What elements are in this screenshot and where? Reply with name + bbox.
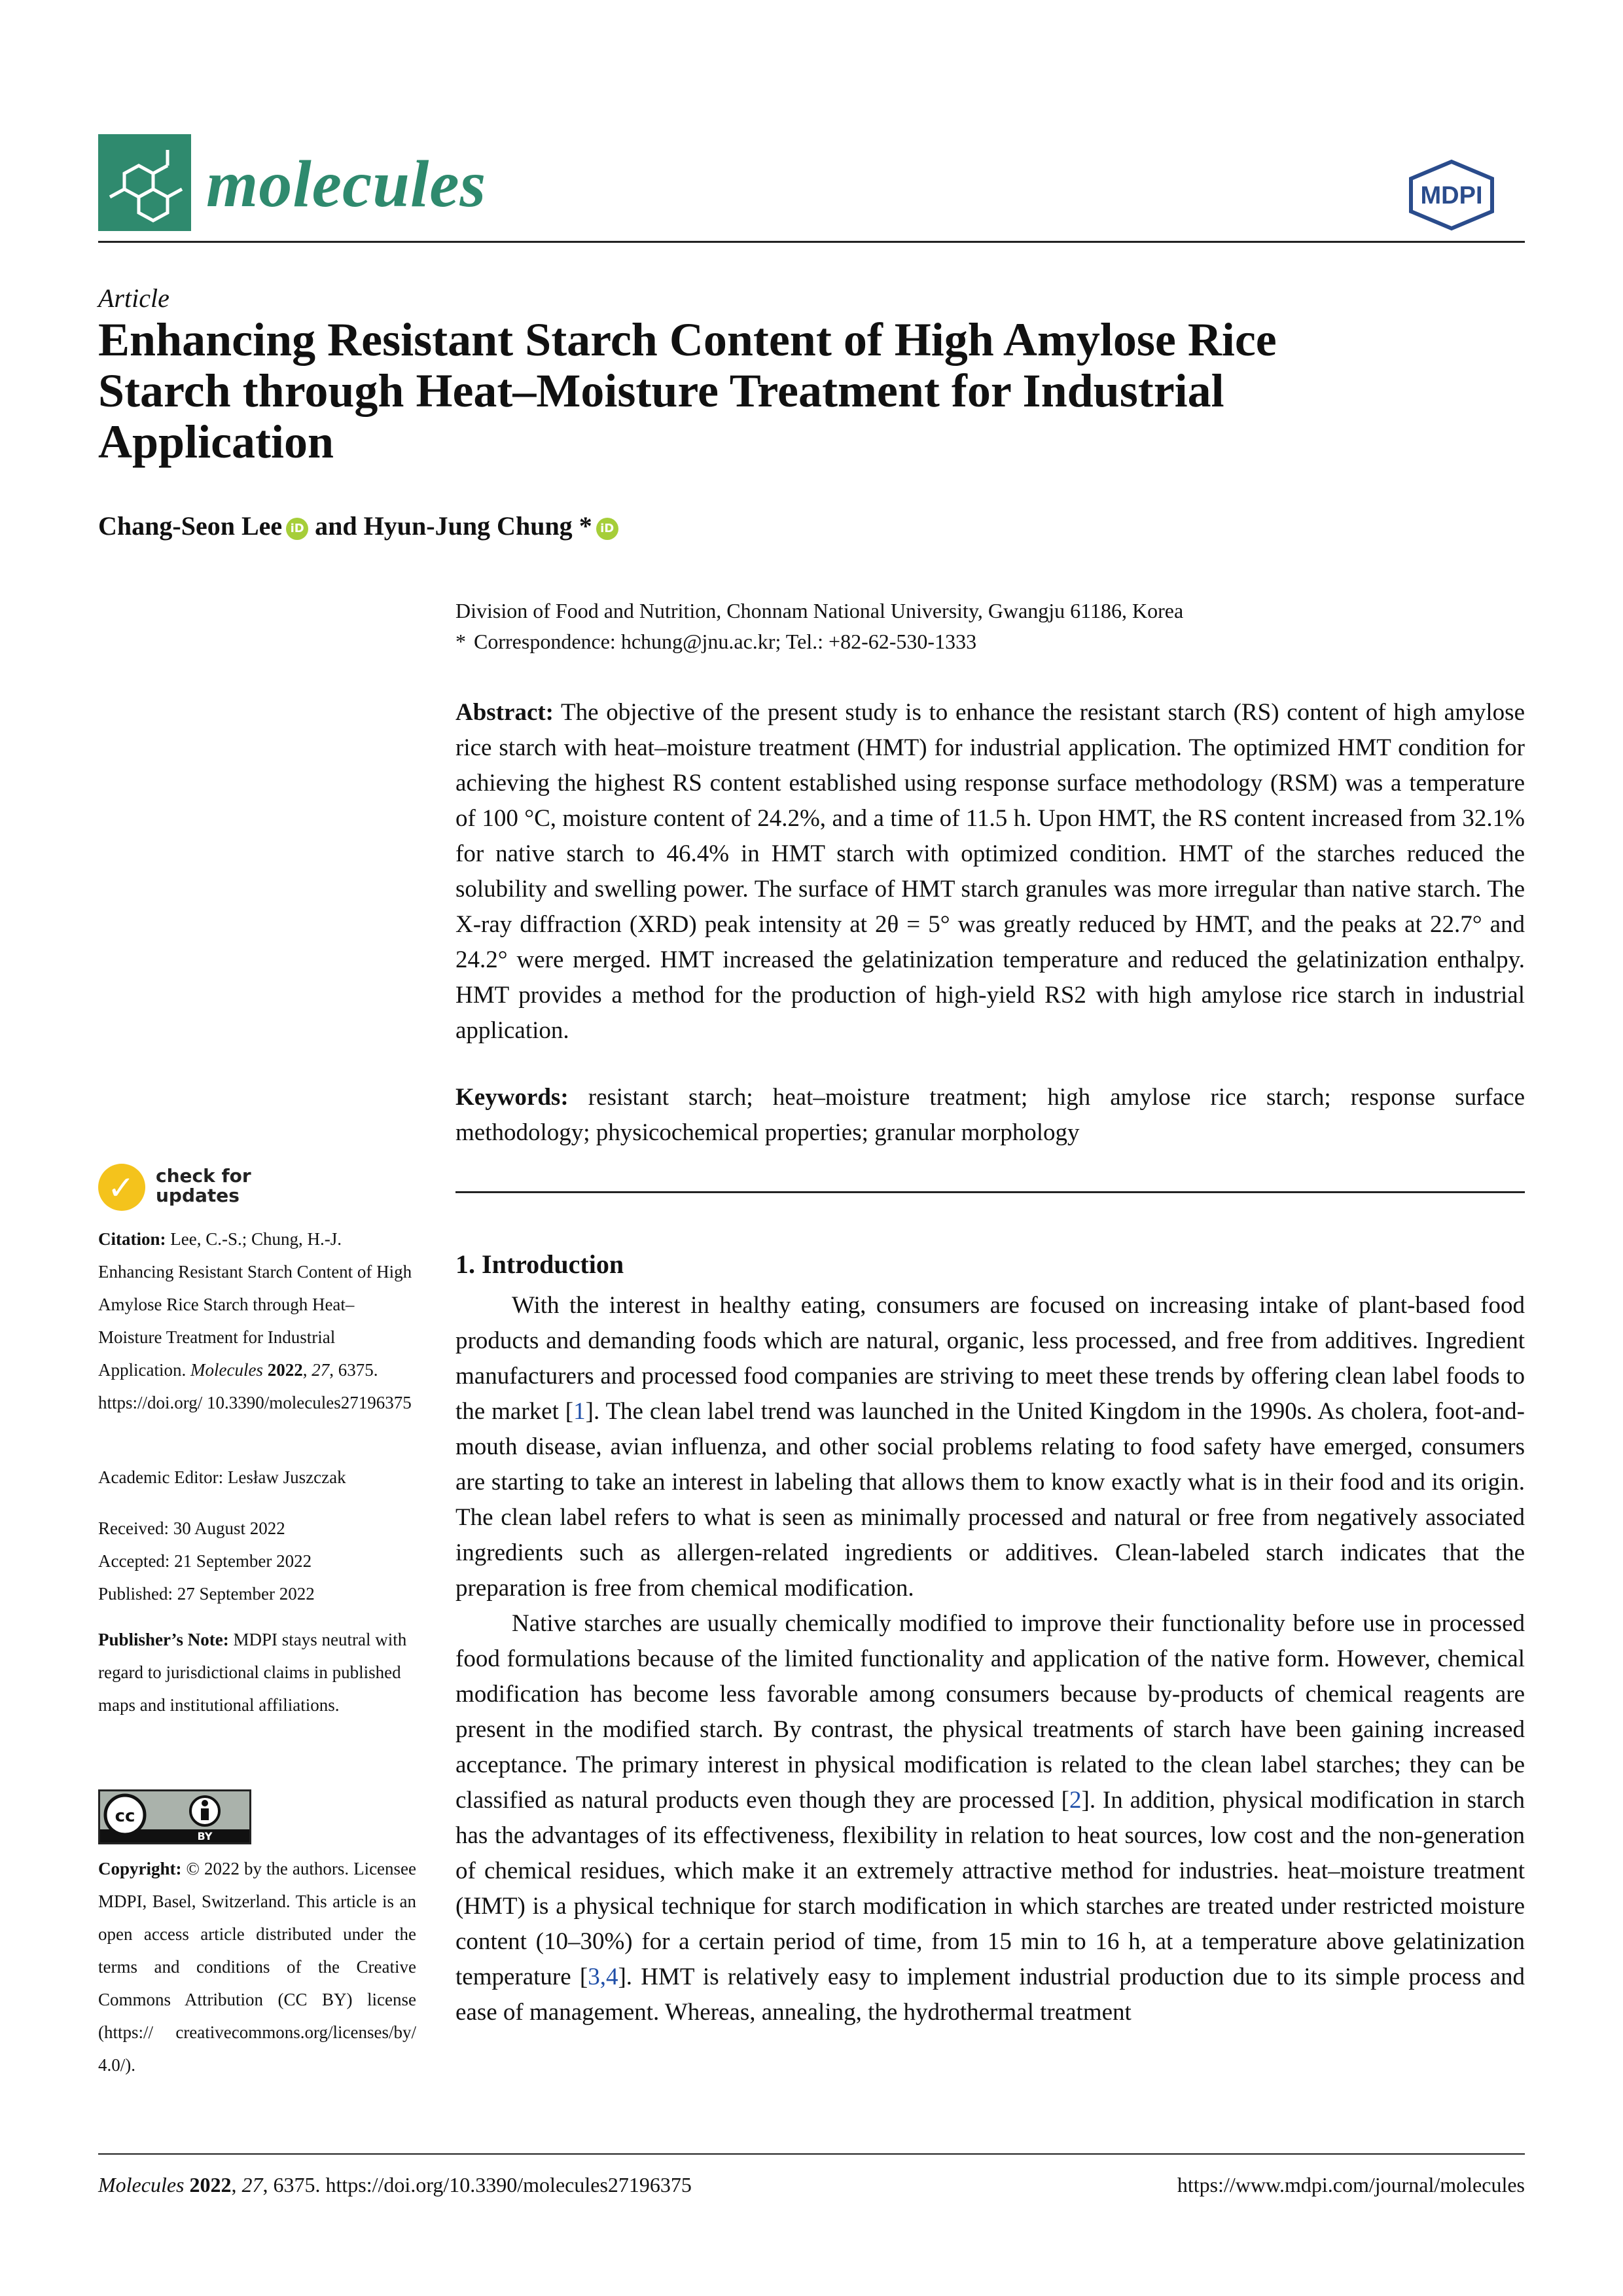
article-type: Article (98, 283, 169, 313)
check-for-updates-badge[interactable] (98, 1164, 294, 1216)
corresponding-mark: * (579, 511, 592, 541)
cc-by-license-icon[interactable] (98, 1789, 251, 1844)
publishers-note-text: MDPI stays neutral with regard to jurisdictional claims in published maps and institutional affiliations. (98, 1630, 407, 1715)
publishers-note (98, 1623, 416, 1721)
author-list (98, 511, 625, 541)
academic-editor: Academic Editor: Lesław Juszczak (98, 1467, 346, 1487)
check-icon: ✓ (98, 1164, 145, 1211)
keywords-label: Keywords: (455, 1084, 569, 1111)
cc-by-text: BY (197, 1830, 213, 1842)
reference-link[interactable]: 1 (573, 1398, 586, 1425)
section-heading: 1. Introduction (455, 1249, 624, 1279)
footer-journal-url[interactable]: https://www.mdpi.com/journal/molecules (1177, 2173, 1525, 2197)
cc-icon-text: cc (115, 1806, 135, 1826)
abstract (455, 695, 1525, 1049)
orcid-icon[interactable]: iD (596, 518, 618, 540)
citation-volume: 27 (312, 1360, 330, 1380)
affiliation: Division of Food and Nutrition, Chonnam National University, Gwangju 61186, Korea (455, 599, 1184, 622)
orcid-icon[interactable]: iD (286, 518, 308, 540)
copyright-notice (98, 1852, 416, 2081)
author-joiner: and (315, 511, 357, 541)
paragraph-text: With the interest in healthy eating, consumers are focused on increasing intake of plant-based food products and demanding foods which are natural, organic, less processed, and free from additives. Ingredient manufacturers and processed food companies are striving to meet these trends by offering clean label foods to the market [ (455, 1292, 1525, 1425)
footer-citation: Molecules 2022, 27, 6375. https://doi.org/10.3390/molecules27196375 (98, 2173, 692, 2197)
paragraph-text: Native starches are usually chemically modified to improve their functionality before use in processed food formulations because of the limited functionality and application of the native form. However, chemical modification has become less favorable among consumers because by-products of chemical reagents are present in the modified starch. By contrast, the physical treatments of starch have been gaining increased acceptance. The primary interest in physical modification is related to the clean label starches; they can be classified as natural products even though they are processed [ (455, 1610, 1525, 1814)
keywords (455, 1080, 1525, 1151)
reference-link[interactable]: 2 (1069, 1787, 1082, 1814)
citation-doi[interactable]: , 6375. https://doi.org/ 10.3390/molecules27196375 (98, 1360, 412, 1412)
citation-year: 2022 (267, 1360, 303, 1380)
published-date: Published: 27 September 2022 (98, 1584, 315, 1604)
keywords-text: resistant starch; heat–moisture treatment; high amylose rice starch; response surface methodology; physicochemical properties; granular morphology (455, 1084, 1525, 1146)
paragraph-text: ]. HMT is relatively easy to implement industrial production due to its simple process and ease of management. Whereas, annealing, the hydrothermal treatment (455, 1964, 1525, 2026)
introduction-body (455, 1288, 1525, 2030)
abstract-divider (455, 1191, 1525, 1193)
citation-text: Lee, C.-S.; Chung, H.-J. Enhancing Resistant Starch Content of High Amylose Rice Starch through Heat–Moisture Treatment for Industrial Application. (98, 1229, 412, 1380)
footer-divider (98, 2153, 1525, 2155)
accepted-date: Accepted: 21 September 2022 (98, 1551, 312, 1571)
paragraph (455, 1606, 1525, 2030)
citation-label: Citation: (98, 1229, 166, 1249)
article-title: Enhancing Resistant Starch Content of High Amylose Rice Starch through Heat–Moisture Treatment for Industrial Application (98, 314, 1277, 468)
publishers-note-label: Publisher’s Note: (98, 1630, 229, 1649)
author-name[interactable]: Chang-Seon Lee (98, 511, 283, 541)
paragraph-text: ]. In addition, physical modification in starch has the advantages of its effectiveness, flexibility in relation to heat sources, low cost and the non-generation of chemical residues, which make it an extremely attractive method for industries. heat–moisture treatment (HMT) is a physical technique for starch modification in which starches are treated under restricted moisture content (10–30%) for a certain period of time, from 15 min to 16 h, at a temperature above gelatinization temperature [ (455, 1787, 1525, 1990)
mdpi-logo-text: MDPI (1420, 182, 1483, 209)
journal-header (98, 134, 1525, 239)
correspondence-text: Correspondence: hchung@jnu.ac.kr; Tel.: +82-62-530-1333 (474, 630, 977, 653)
reference-link[interactable]: 3 (588, 1964, 600, 1990)
received-date: Received: 30 August 2022 (98, 1518, 285, 1538)
correspondence-mark: * (455, 630, 466, 653)
citation: Citation: Lee, C.-S.; Chung, H.-J. Enhancing Resistant Starch Content of High Amylose Rice Starch through Heat–Moisture Treatment for Industrial Application. Molecules 2022, 27, 6375. https://doi.org/ 10.3390/molecules27196375 (98, 1229, 412, 1412)
footer-volume: 27 (241, 2173, 263, 2197)
reference-separator: , (599, 1964, 606, 1990)
footer-year: 2022 (189, 2173, 232, 2197)
mdpi-logo-icon (1406, 159, 1497, 231)
copyright-label: Copyright: (98, 1859, 182, 1878)
author-name[interactable]: Hyun-Jung Chung (363, 511, 573, 541)
reference-link[interactable]: 4 (605, 1964, 618, 1990)
journal-name: molecules (206, 147, 487, 221)
article-dates (98, 1512, 416, 1610)
header-divider (98, 241, 1525, 243)
footer-doi[interactable]: , 6375. https://doi.org/10.3390/molecules27196375 (262, 2173, 692, 2197)
paragraph (455, 1288, 1525, 1606)
abstract-text: The objective of the present study is to enhance the resistant starch (RS) content of high amylose rice starch with heat–moisture treatment (HMT) for industrial application. The optimized HMT condition for achieving the highest RS content established using response surface methodology (RSM) was a temperature of 100 °C, moisture content of 24.2%, and a time of 11.5 h. Upon HMT, the RS content increased from 32.1% for native starch to 46.4% in HMT starch with optimized condition. HMT of the starches reduced the solubility and swelling power. The surface of HMT starch granules was more irregular than native starch. The X-ray diffraction (XRD) peak intensity at 2θ = 5° was greatly reduced by HMT, and the peaks at 22.7° and 24.2° were merged. HMT increased the gelatinization temperature and reduced the gelatinization enthalpy. HMT provides a method for the production of high-yield RS2 with high amylose rice starch in industrial application. (455, 699, 1525, 1044)
citation-journal: Molecules (190, 1360, 263, 1380)
check-updates-label: check for updates (156, 1165, 251, 1206)
abstract-label: Abstract: (455, 699, 554, 726)
correspondence (455, 630, 1525, 654)
footer-journal: Molecules (98, 2173, 185, 2197)
molecules-logo-icon (98, 134, 191, 231)
copyright-text: © 2022 by the authors. Licensee MDPI, Basel, Switzerland. This article is an open access article distributed under the terms and conditions of the Creative Commons Attribution (CC BY) license (https:// creativecommons.org/licenses/by/ 4.0/). (98, 1859, 417, 2075)
paragraph-text: ]. The clean label trend was launched in the United Kingdom in the 1990s. As cholera, foot-and-mouth disease, avian influenza, and other social problems relating to food safety have emerged, consumers are starting to take an interest in labeling that allows them to know exactly what is in their food and its origin. The clean label refers to what is seen as minimally processed and natural or free from negatively associated ingredients such as allergen-related ingredients or additives. Clean-labeled starch indicates that the preparation is free from chemical modification. (455, 1398, 1525, 1602)
